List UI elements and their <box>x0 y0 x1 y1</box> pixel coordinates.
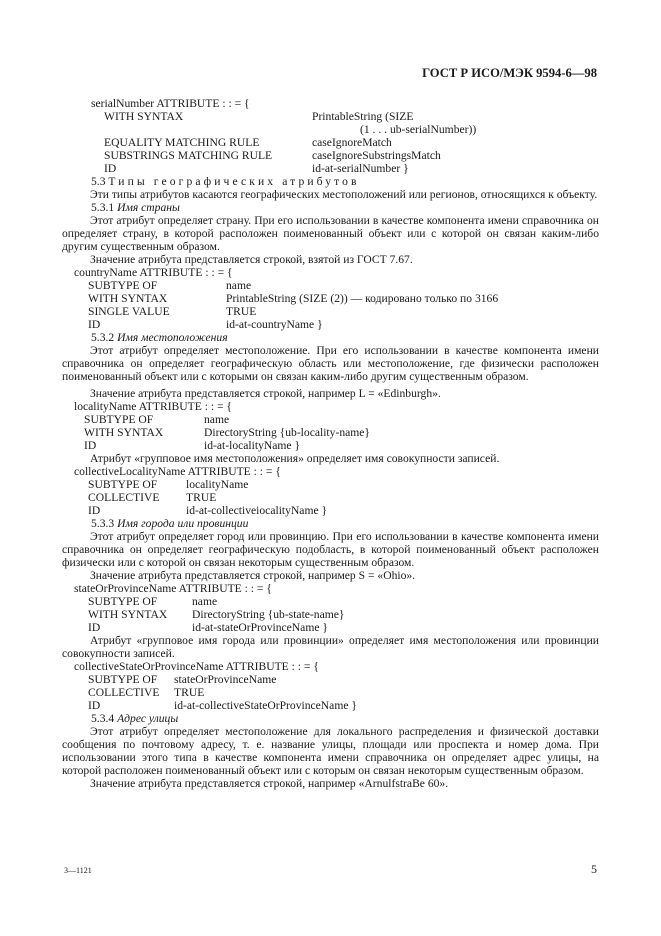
code-line: collectiveLocalityName ATTRIBUTE : : = { <box>74 465 281 478</box>
code-line: localityName ATTRIBUTE : : = { <box>74 400 232 413</box>
paragraph: Эти типы атрибутов касаются географических местоположений или регионов, относящихся к объекту. <box>90 188 598 201</box>
code-line: countryName ATTRIBUTE : : = { <box>74 266 233 279</box>
code-line: SUBTYPE OF name <box>88 279 252 292</box>
paragraph: Этот атрибут определяет местоположение. При его использовании в качестве компонента имени справочника он определяет географическую область или местоположение, где физически расположен поименованный объект или с которыми он связан каким-либо другим существенным образом. <box>62 344 599 383</box>
subsection-title: Имя страны <box>117 201 180 214</box>
paragraph: Значение атрибута представляется строкой, например «ArnulfstraBe 60». <box>90 777 449 790</box>
section-title: Типы географических атрибутов <box>108 175 360 188</box>
subsection-heading: 5.3.3 Имя города или провинции <box>91 517 249 530</box>
subsection-title: Имя города или провинции <box>117 517 249 530</box>
subsection-heading: 5.3.4 Адрес улицы <box>91 712 179 725</box>
code-line: serialNumber ATTRIBUTE : : = { <box>91 97 250 110</box>
code-line: SUBTYPE OF localityName <box>88 478 249 491</box>
code-line: WITH SYNTAX DirectoryString {ub-locality-name} <box>84 426 370 439</box>
paragraph: Этот атрибут определяет страну. При его использовании в качестве компонента имени справочника он определяет страну, в которой расположен поименованный объект или с которой он связан каким-либо другим существенным образом. <box>62 214 599 253</box>
paragraph: Атрибут «групповое имя города или провинции» определяет имя местоположения или провинции совокупности записей. <box>62 634 599 660</box>
code-line: SUBTYPE OF name <box>88 595 218 608</box>
code-line: COLLECTIVE TRUE <box>88 686 205 699</box>
page-number: 5 <box>591 862 597 876</box>
code-line: (1 . . . ub-serialNumber)) <box>360 123 477 136</box>
code-line: EQUALITY MATCHING RULE caseIgnoreMatch <box>104 136 392 149</box>
subsection-title: Адрес улицы <box>117 712 179 725</box>
paragraph: Значение атрибута представляется строкой, взятой из ГОСТ 7.67. <box>90 253 413 266</box>
paragraph: Значение атрибута представляется строкой, например L = «Edinburgh». <box>90 387 441 400</box>
code-line: SUBTYPE OF name <box>84 413 230 426</box>
print-code: 3—1121 <box>64 866 92 875</box>
section-heading: 5.3 Типы географических атрибутов <box>91 175 360 188</box>
paragraph: Этот атрибут определяет местоположение для локального распределения и физической доставки сообщения по почтовому адресу, т. е. название улицы, площади или проспекта и номер дома. При использовании этого типа в качестве компонента имени справочника он определяет адрес улицы, на которой расположен поименованный объект или с которым он связан некоторым существенным образом. <box>62 725 599 777</box>
code-line: ID id-at-collectiveStateOrProvinceName } <box>88 699 357 712</box>
code-line: WITH SYNTAX PrintableString (SIZE <box>104 110 414 123</box>
code-line: ID id-at-stateOrProvinceName } <box>88 621 328 634</box>
code-line: ID id-at-countryName } <box>88 318 323 331</box>
code-line: COLLECTIVE TRUE <box>88 491 217 504</box>
code-line: collectiveStateOrProvinceName ATTRIBUTE : : = { <box>74 660 319 673</box>
paragraph: Значение атрибута представляется строкой, например S = «Ohio». <box>90 569 416 582</box>
code-line: ID id-at-serialNumber } <box>104 162 409 175</box>
code-line: stateOrProvinceName ATTRIBUTE : : = { <box>74 582 272 595</box>
code-line: SUBTYPE OF stateOrProvinceName <box>88 673 277 686</box>
subsection-heading: 5.3.1 Имя страны <box>91 201 180 214</box>
paragraph: Этот атрибут определяет город или провинцию. При его использовании в качестве компонента имени справочника он определяет географическую подобласть, в которой поименованный объект расположен физически или с которой он связан некоторым существенным образом. <box>62 530 599 569</box>
page-content <box>62 97 599 790</box>
subsection-heading: 5.3.2 Имя местоположения <box>91 331 228 344</box>
subsection-title: Имя местоположения <box>117 331 228 344</box>
code-line: SINGLE VALUE TRUE <box>88 305 257 318</box>
code-line: WITH SYNTAX DirectoryString {ub-state-name} <box>88 608 345 621</box>
code-line: ID id-at-collectiveiocalityName } <box>88 504 328 517</box>
page-header: ГОСТ Р ИСО/МЭК 9594-6—98 <box>422 66 597 80</box>
paragraph: Атрибут «групповое имя местоположения» определяет имя совокупности записей. <box>90 452 500 465</box>
code-line: ID id-at-localityName } <box>84 439 301 452</box>
code-line: WITH SYNTAX PrintableString (SIZE (2)) — кодировано только по 3166 <box>88 292 499 305</box>
code-line: SUBSTRINGS MATCHING RULE caseIgnoreSubstringsMatch <box>104 149 441 162</box>
